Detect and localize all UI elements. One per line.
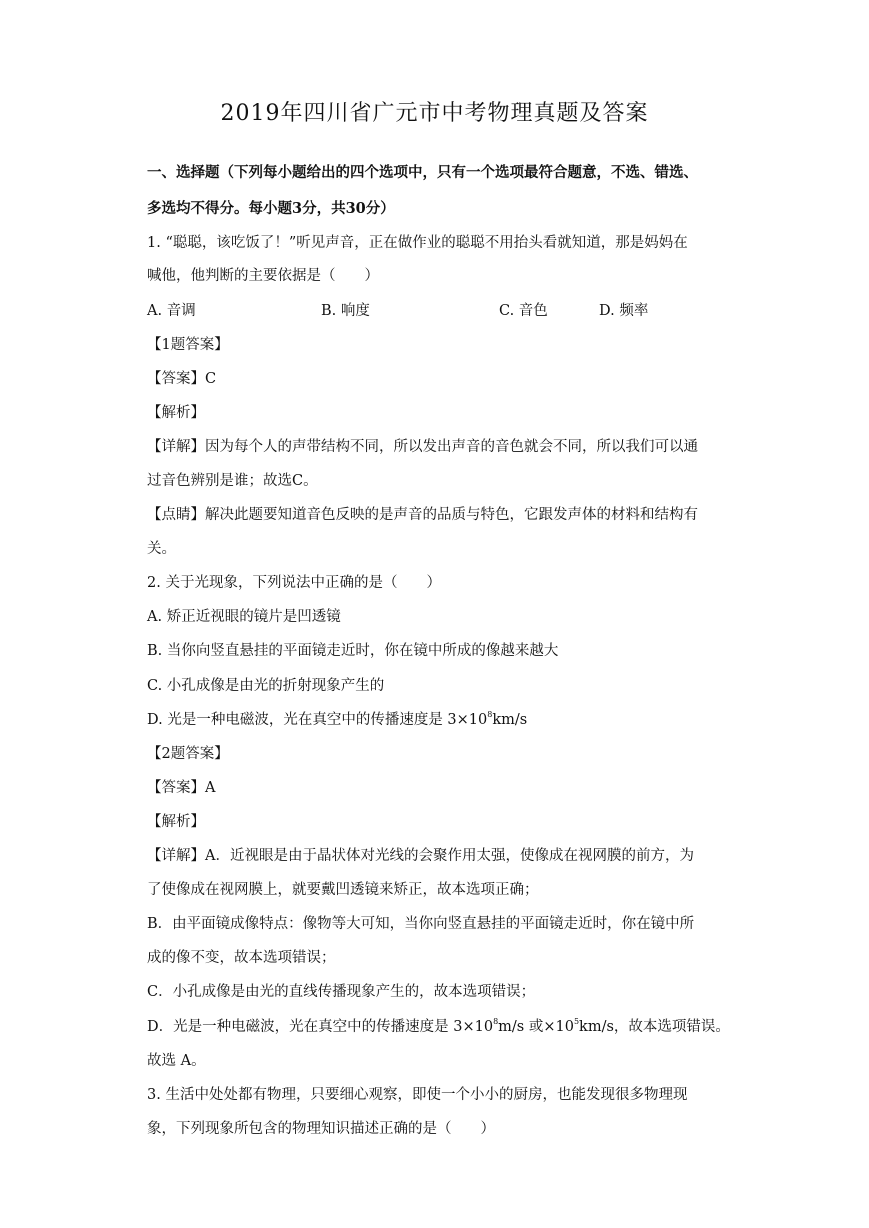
document-title: 2019年四川省广元市中考物理真题及答案 bbox=[220, 101, 649, 126]
q1-detail-line-1: 【详解】因为每个人的声带结构不同，所以发出声音的音色就会不同，所以我们可以通 bbox=[147, 439, 698, 455]
q1-analysis: 【解析】 bbox=[147, 405, 205, 421]
q2-detail-line-4: 成的像不变，故本选项错误； bbox=[147, 950, 336, 966]
q1-note-line-2: 关。 bbox=[147, 541, 176, 557]
q2-detail-6-text: D．光是一种电磁波，光在真空中的传播速度是 3×10 bbox=[147, 1019, 494, 1035]
q2-option-d-exponent: 8 bbox=[487, 710, 493, 719]
section-heading-line-2: 多选均不得分。每小题3分，共30分） bbox=[147, 200, 395, 217]
q2-answer: 【答案】A bbox=[147, 780, 216, 796]
q1-option-b: B. 响度 bbox=[321, 303, 370, 319]
q1-option-d: D. 频率 bbox=[599, 303, 649, 319]
q2-option-d bbox=[147, 710, 727, 730]
q1-option-c: C. 音色 bbox=[499, 303, 548, 319]
q2-detail-line-2: 了使像成在视网膜上，就要戴凹透镜来矫正，故本选项正确； bbox=[147, 882, 539, 898]
q3-stem-line-1: 3. 生活中处处都有物理，只要细心观察，即使一个小小的厨房，也能发现很多物理现 bbox=[147, 1087, 688, 1103]
q3-stem-line-2: 象，下列现象所包含的物理知识描述正确的是（ ） bbox=[147, 1121, 495, 1137]
q2-detail-6-end: km/s，故本选项错误。 bbox=[579, 1019, 730, 1035]
q2-detail-6-mid: m/s 或×10 bbox=[498, 1019, 574, 1035]
q2-conclusion: 故选 A。 bbox=[147, 1053, 206, 1069]
q2-detail-line-6 bbox=[147, 1017, 730, 1037]
q2-stem: 2. 关于光现象，下列说法中正确的是（ ） bbox=[147, 575, 441, 591]
q2-option-b: B. 当你向竖直悬挂的平面镜走近时，你在镜中所成的像越来越大 bbox=[147, 643, 559, 659]
q2-option-d-text: D. 光是一种电磁波，光在真空中的传播速度是 3×10 bbox=[147, 712, 488, 728]
q2-option-a: A. 矫正近视眼的镜片是凹透镜 bbox=[147, 609, 341, 625]
section-heading-line-1: 一、选择题（下列每小题给出的四个选项中，只有一个选项最符合题意，不选、错选、 bbox=[147, 164, 698, 181]
q1-note-line-1: 【点睛】解决此题要知道音色反映的是声音的品质与特色，它跟发声体的材料和结构有 bbox=[147, 507, 698, 523]
q1-option-a: A. 音调 bbox=[147, 303, 196, 319]
q2-detail-line-1: 【详解】A．近视眼是由于晶状体对光线的会聚作用太强，使像成在视网膜的前方，为 bbox=[147, 848, 694, 864]
q2-analysis: 【解析】 bbox=[147, 814, 205, 830]
q1-answer: 【答案】C bbox=[147, 371, 217, 387]
q2-detail-6-exponent-1: 8 bbox=[493, 1017, 499, 1026]
q2-option-c: C. 小孔成像是由光的折射现象产生的 bbox=[147, 678, 385, 694]
q2-detail-6-exponent-2: 5 bbox=[573, 1017, 580, 1026]
q2-detail-line-3: B．由平面镜成像特点：像物等大可知，当你向竖直悬挂的平面镜走近时，你在镜中所 bbox=[147, 916, 695, 932]
q1-stem-line-1: 1. “聪聪，该吃饭了！”听见声音，正在做作业的聪聪不用抬头看就知道，那是妈妈在 bbox=[147, 235, 688, 251]
q1-stem-line-2: 喊他，他判断的主要依据是（ ） bbox=[147, 268, 379, 284]
q2-detail-line-5: C．小孔成像是由光的直线传播现象产生的，故本选项错误； bbox=[147, 984, 536, 1000]
q2-option-d-unit: km/s bbox=[492, 712, 528, 728]
q1-answer-heading: 【1题答案】 bbox=[147, 337, 229, 353]
q1-detail-line-2: 过音色辨别是谁；故选C。 bbox=[147, 473, 318, 489]
q2-answer-heading: 【2题答案】 bbox=[147, 746, 229, 762]
